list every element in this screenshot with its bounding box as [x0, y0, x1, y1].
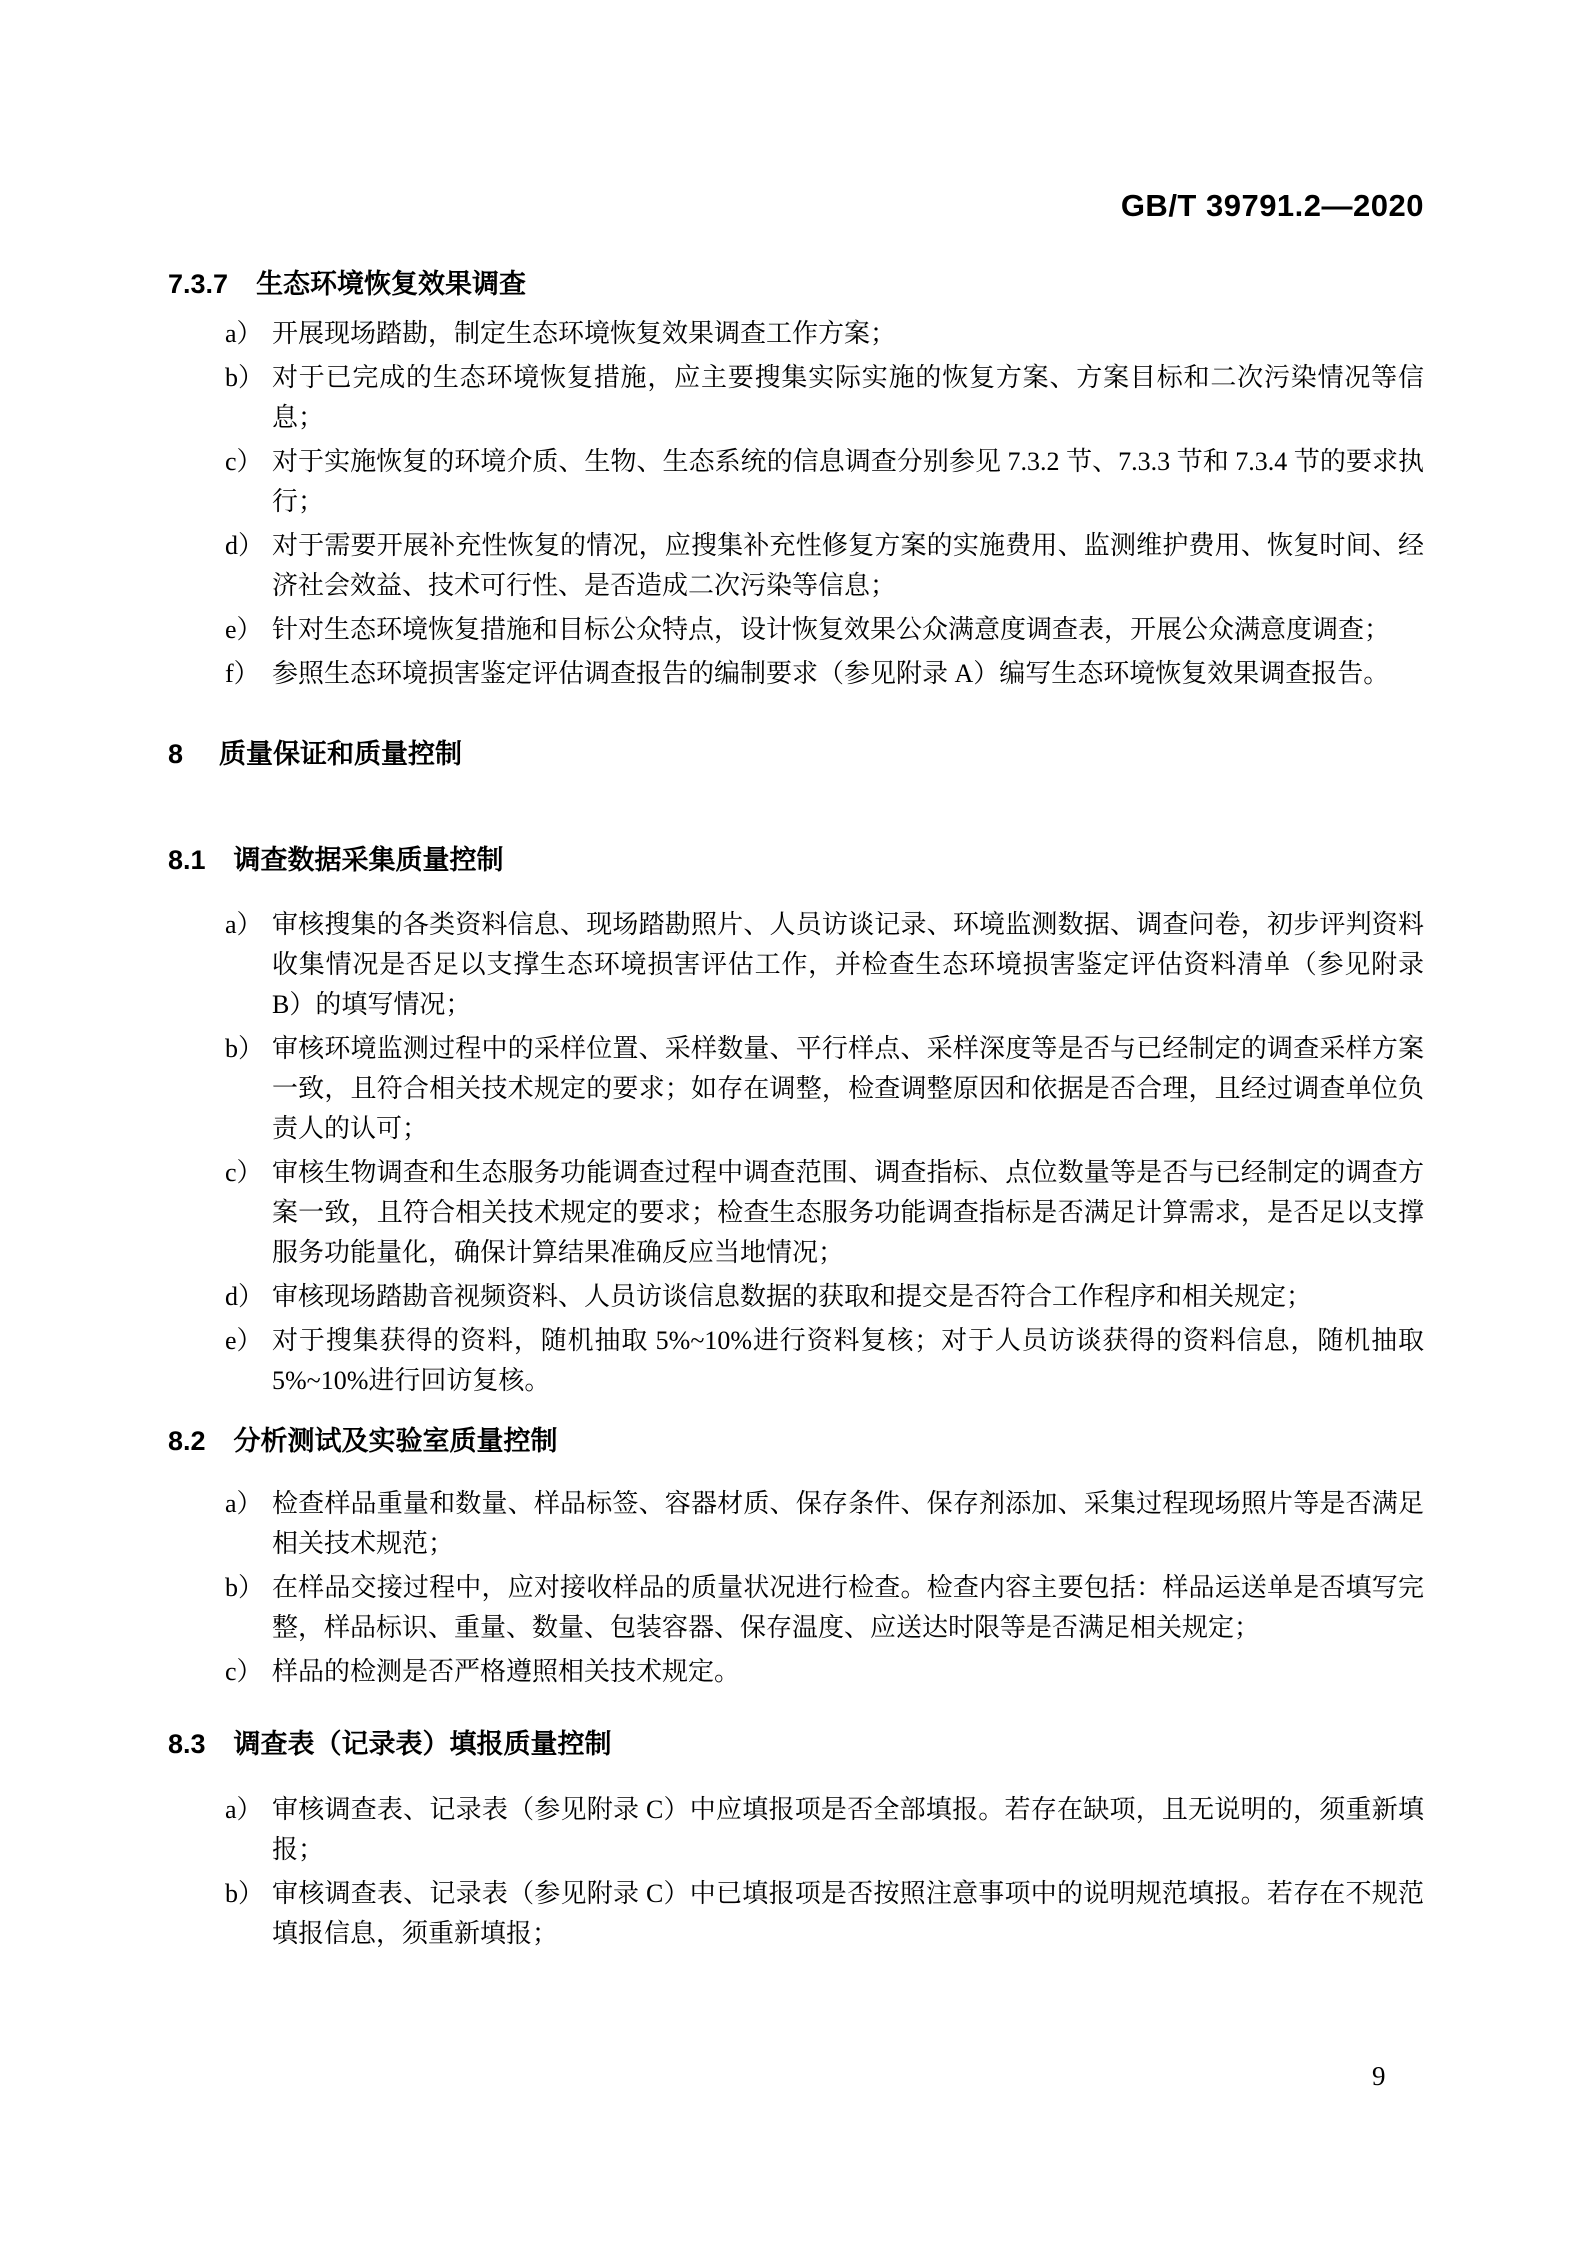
- section-heading-8-2: [168, 1426, 1424, 1456]
- section-8-2-list: [225, 1484, 1424, 1692]
- page-content: [168, 269, 1424, 1954]
- section-7-3-7-list: [225, 314, 1424, 694]
- item-label: a）: [225, 1795, 263, 1824]
- section-number: 8.2: [168, 1426, 206, 1456]
- list-item: [225, 1153, 1424, 1273]
- item-text: 审核搜集的各类资料信息、现场踏勘照片、人员访谈记录、环境监测数据、调查问卷，初步评判资料收集情况是否足以支撑生态环境损害评估工作，并检查生态环境损害鉴定评估资料清单（参见附录 B）的填写情况；: [272, 910, 1424, 1019]
- section-title: 调查表（记录表）填报质量控制: [233, 1729, 612, 1759]
- section-number: 7.3.7: [168, 269, 229, 299]
- item-label: c）: [225, 447, 263, 476]
- item-text: 对于搜集获得的资料，随机抽取 5%~10%进行资料复核；对于人员访谈获得的资料信息，随机抽取 5%~10%进行回访复核。: [272, 1326, 1424, 1395]
- item-text: 对于实施恢复的环境介质、生物、生态系统的信息调查分别参见 7.3.2 节、7.3.3 节和 7.3.4 节的要求执行；: [272, 447, 1424, 516]
- item-text: 审核生物调查和生态服务功能调查过程中调查范围、调查指标、点位数量等是否与已经制定的调查方案一致，且符合相关技术规定的要求；检查生态服务功能调查指标是否满足计算需求，是否足以支撑服务功能量化，确保计算结果准确反应当地情况；: [272, 1158, 1424, 1267]
- item-label: a）: [225, 319, 263, 348]
- item-text: 开展现场踏勘，制定生态环境恢复效果调查工作方案；: [272, 319, 897, 348]
- list-item: [225, 526, 1424, 606]
- item-text: 审核调查表、记录表（参见附录 C）中已填报项是否按照注意事项中的说明规范填报。若存在不规范填报信息，须重新填报；: [272, 1879, 1424, 1948]
- list-item: [225, 1321, 1424, 1401]
- item-label: c）: [225, 1657, 263, 1686]
- page-number: 9: [1372, 2061, 1386, 2091]
- item-text: 审核现场踏勘音视频资料、人员访谈信息数据的获取和提交是否符合工作程序和相关规定；: [272, 1282, 1313, 1311]
- section-title: 分析测试及实验室质量控制: [233, 1426, 558, 1456]
- section-heading-8-1: [168, 845, 1424, 875]
- section-number: 8.3: [168, 1729, 206, 1759]
- item-label: b）: [225, 1573, 265, 1602]
- list-item: [225, 1652, 1424, 1692]
- section-number: 8.1: [168, 845, 206, 875]
- item-text: 样品的检测是否严格遵照相关技术规定。: [272, 1657, 741, 1686]
- standard-code: GB/T 39791.2—2020: [1120, 188, 1424, 223]
- list-item: [225, 610, 1424, 650]
- item-text: 对于已完成的生态环境恢复措施，应主要搜集实际实施的恢复方案、方案目标和二次污染情况等信息；: [272, 363, 1424, 432]
- section-8-1-list: [225, 905, 1424, 1401]
- item-text: 审核环境监测过程中的采样位置、采样数量、平行样点、采样深度等是否与已经制定的调查采样方案一致，且符合相关技术规定的要求；如存在调整，检查调整原因和依据是否合理，且经过调查单位负责人的认可；: [272, 1034, 1424, 1143]
- section-heading-7-3-7: [168, 269, 1424, 299]
- list-item: [225, 358, 1424, 438]
- list-item: [225, 1029, 1424, 1149]
- list-item: [225, 1568, 1424, 1648]
- item-label: d）: [225, 531, 265, 560]
- list-item: [225, 654, 1424, 694]
- list-item: [225, 1277, 1424, 1317]
- item-label: e）: [225, 1326, 263, 1355]
- section-title: 调查数据采集质量控制: [233, 845, 504, 875]
- section-title: 生态环境恢复效果调查: [256, 269, 527, 299]
- section-heading-8: [168, 739, 1424, 769]
- item-label: b）: [225, 1034, 265, 1063]
- item-text: 检查样品重量和数量、样品标签、容器材质、保存条件、保存剂添加、采集过程现场照片等是否满足相关技术规范；: [272, 1489, 1424, 1558]
- list-item: [225, 1790, 1424, 1870]
- item-label: c）: [225, 1158, 263, 1187]
- section-title: 质量保证和质量控制: [219, 739, 463, 769]
- list-item: [225, 1874, 1424, 1954]
- item-label: a）: [225, 910, 263, 939]
- list-item: [225, 442, 1424, 522]
- item-label: b）: [225, 1879, 265, 1908]
- list-item: [225, 905, 1424, 1025]
- item-text: 针对生态环境恢复措施和目标公众特点，设计恢复效果公众满意度调查表，开展公众满意度调查；: [272, 615, 1391, 644]
- section-heading-8-3: [168, 1729, 1424, 1759]
- section-number: 8: [168, 739, 184, 769]
- section-8-3-list: [225, 1790, 1424, 1954]
- item-text: 审核调查表、记录表（参见附录 C）中应填报项是否全部填报。若存在缺项，且无说明的，须重新填报；: [272, 1795, 1424, 1864]
- item-text: 参照生态环境损害鉴定评估调查报告的编制要求（参见附录 A）编写生态环境恢复效果调查报告。: [272, 659, 1390, 688]
- item-label: f）: [225, 659, 260, 688]
- item-label: e）: [225, 615, 263, 644]
- list-item: [225, 314, 1424, 354]
- item-label: a）: [225, 1489, 263, 1518]
- item-text: 在样品交接过程中，应对接收样品的质量状况进行检查。检查内容主要包括：样品运送单是否填写完整，样品标识、重量、数量、包装容器、保存温度、应送达时限等是否满足相关规定；: [272, 1573, 1424, 1642]
- list-item: [225, 1484, 1424, 1564]
- item-label: b）: [225, 363, 265, 392]
- item-text: 对于需要开展补充性恢复的情况，应搜集补充性修复方案的实施费用、监测维护费用、恢复时间、经济社会效益、技术可行性、是否造成二次污染等信息；: [272, 531, 1424, 600]
- item-label: d）: [225, 1282, 265, 1311]
